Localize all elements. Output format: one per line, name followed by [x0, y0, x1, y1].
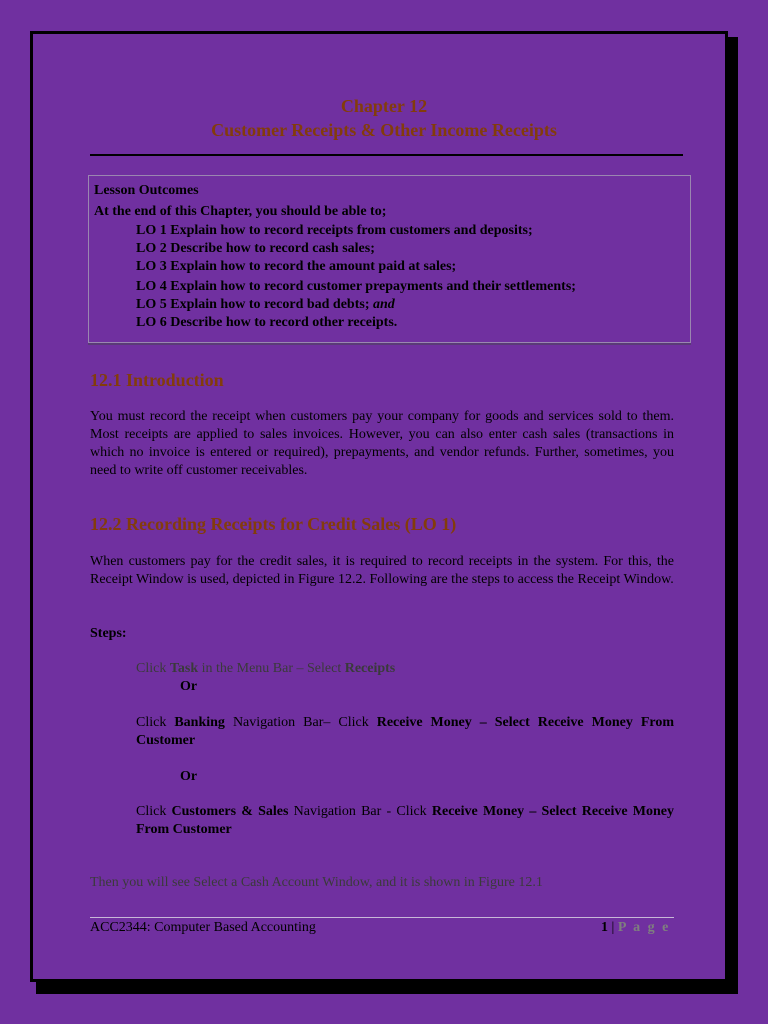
step2-c: Navigation Bar– Click: [224, 715, 377, 730]
chapter-title: Customer Receipts & Other Income Receipts: [211, 120, 557, 140]
page-border: [30, 31, 728, 982]
lo-item: LO 2 Describe how to record cash sales;: [136, 241, 375, 256]
step-customers-sales: [136, 803, 674, 839]
lesson-outcomes-heading: Lesson Outcomes: [94, 183, 199, 198]
step3-a: Click: [136, 804, 172, 819]
section-heading-intro: 12.1 Introduction: [90, 370, 224, 390]
footer-course: ACC2344: Computer Based Accounting: [90, 920, 316, 935]
intro-paragraph: You must record the receipt when customers pay your company for goods and services sold to them. Most receipts are applied to sales invoices. However, you can also enter cash sales (transactions in which no invoice is entered or required), prepayments, and vendor refunds. Further, sometimes, you need to write off customer receivables.: [90, 409, 674, 478]
lo-item-5-suffix: and: [373, 297, 395, 312]
step2-a: Click: [136, 715, 175, 730]
closing-sentence: Then you will see Select a Cash Account Window, and it is shown in Figure 12.1: [90, 875, 543, 890]
step2-d: Receive Money – Select Receive Money From Customer: [136, 715, 674, 748]
lo-item-5-text: LO 5 Explain how to record bad debts;: [136, 297, 370, 312]
footer-page: [601, 920, 670, 936]
page-number: 1: [601, 920, 608, 935]
lo-item: LO 1 Explain how to record receipts from customers and deposits;: [136, 223, 533, 238]
step1-c: in the Menu Bar – Select: [198, 661, 345, 676]
step3-b: Customers & Sales: [171, 804, 289, 819]
lo-item: LO 6 Describe how to record other receipts.: [136, 315, 398, 330]
steps-label: Steps:: [90, 626, 127, 641]
page-word: P a g e: [617, 920, 671, 935]
step2-b: Banking: [174, 715, 225, 730]
step3-c: Navigation Bar - Click: [288, 804, 432, 819]
section-heading-credit-sales: 12.2 Recording Receipts for Credit Sales (LO 1): [90, 514, 457, 534]
step1-d: Receipts: [344, 661, 396, 676]
step1-a: Click: [136, 661, 170, 676]
lesson-outcomes-intro: At the end of this Chapter, you should be able to;: [94, 204, 387, 219]
step3-d: Receive Money – Select Receive Money From Customer: [136, 804, 674, 837]
lo-item: LO 4 Explain how to record customer prepayments and their settlements;: [136, 279, 576, 294]
chapter-number: Chapter 12: [340, 96, 428, 116]
or-separator: Or: [180, 769, 198, 784]
lo-item: LO 3 Explain how to record the amount paid at sales;: [136, 259, 457, 274]
credit-sales-paragraph: When customers pay for the credit sales, it is required to record receipts in the system. For this, the Receipt Window is used, depicted in Figure 12.2. Following are the steps to access the Receipt Window.: [90, 554, 674, 587]
footer-rule: [90, 917, 674, 918]
step-banking: [136, 714, 674, 750]
step1-b: Task: [169, 661, 199, 676]
step-task-menu: [136, 660, 674, 678]
lo-item-5: [136, 297, 395, 313]
title-rule: [90, 154, 683, 156]
or-separator: Or: [180, 679, 198, 694]
page-separator: |: [611, 920, 615, 935]
